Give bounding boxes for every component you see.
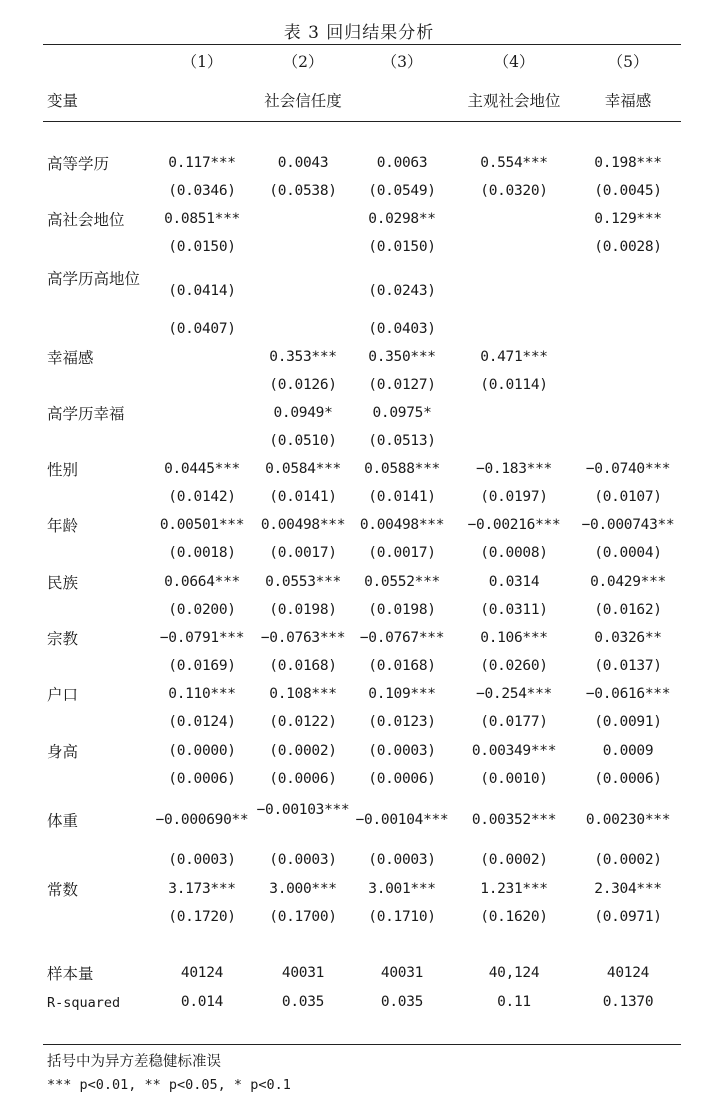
coef-cell: 0.129*** [594, 211, 662, 227]
se-cell: (0.0008) [480, 545, 548, 561]
coef-cell: 0.0553*** [265, 574, 341, 590]
rule-bottom [43, 1044, 681, 1045]
stat-cell: 40124 [180, 965, 224, 981]
se-cell: (0.1620) [480, 909, 548, 925]
coef-cell: (0.0003) [368, 743, 436, 759]
coef-cell: −0.000690** [155, 812, 249, 828]
col-number-4: （4） [493, 53, 535, 71]
coef-cell: 0.0949* [273, 405, 333, 421]
se-cell: (0.0513) [368, 433, 436, 449]
coef-cell: 0.00498*** [260, 517, 346, 533]
se-cell: (0.0162) [594, 602, 662, 618]
col-number-5: （5） [607, 53, 649, 71]
coef-cell: 3.001*** [368, 881, 436, 897]
stat-cell: 40124 [606, 965, 650, 981]
coef-cell: 0.353*** [269, 349, 337, 365]
se-cell: (0.0177) [480, 714, 548, 730]
se-cell: (0.0004) [594, 545, 662, 561]
coef-cell: 1.231*** [480, 881, 548, 897]
coef-cell: 0.109*** [368, 686, 436, 702]
se-cell: (0.0141) [368, 489, 436, 505]
se-cell: (0.0018) [168, 545, 236, 561]
coef-cell: 0.0326** [594, 630, 662, 646]
coef-cell: 0.0009 [602, 743, 654, 759]
note-significance: *** p<0.01, ** p<0.05, * p<0.1 [47, 1077, 291, 1093]
se-cell: (0.0010) [480, 771, 548, 787]
coef-cell: (0.0002) [269, 743, 337, 759]
note-robust-se: 括号中为异方差稳健标准误 [47, 1054, 221, 1070]
coef-cell: 0.0664*** [164, 574, 240, 590]
se-cell: (0.0002) [480, 852, 548, 868]
row-label: 高社会地位 [47, 211, 125, 229]
coef-cell: 0.108*** [269, 686, 337, 702]
row-label: 常数 [47, 881, 79, 899]
se-cell: (0.0003) [168, 852, 236, 868]
row-label: 性别 [47, 461, 79, 479]
coef-cell: −0.0616*** [585, 686, 671, 702]
coef-cell: −0.00103*** [256, 802, 350, 818]
se-cell: (0.0407) [168, 321, 236, 337]
coef-cell: 0.0314 [488, 574, 540, 590]
se-cell: (0.0510) [269, 433, 337, 449]
se-cell: (0.0017) [368, 545, 436, 561]
coef-cell: 0.00349*** [471, 743, 557, 759]
row-label: 身高 [47, 743, 79, 761]
coef-cell: −0.00104*** [355, 812, 449, 828]
coef-cell: (0.0414) [168, 283, 236, 299]
header-social-trust: 社会信任度 [264, 92, 342, 110]
se-cell: (0.0197) [480, 489, 548, 505]
coef-cell: −0.0767*** [359, 630, 445, 646]
stat-label: R-squared [47, 995, 121, 1011]
se-cell: (0.0107) [594, 489, 662, 505]
coef-cell: 0.0445*** [164, 461, 240, 477]
coef-cell: 0.0063 [376, 155, 428, 171]
stat-cell: 0.035 [380, 994, 424, 1010]
coef-cell: −0.254*** [476, 686, 552, 702]
coef-cell: −0.00216*** [467, 517, 561, 533]
se-cell: (0.0091) [594, 714, 662, 730]
se-cell: (0.0114) [480, 377, 548, 393]
coef-cell: 0.110*** [168, 686, 236, 702]
coef-cell: −0.000743** [581, 517, 675, 533]
se-cell: (0.0137) [594, 658, 662, 674]
coef-cell: 0.106*** [480, 630, 548, 646]
coef-cell: 0.00498*** [359, 517, 445, 533]
se-cell: (0.1710) [368, 909, 436, 925]
coef-cell: (0.0243) [368, 283, 436, 299]
col-number-3: （3） [381, 53, 423, 71]
se-cell: (0.0002) [594, 852, 662, 868]
stat-cell: 0.1370 [602, 994, 654, 1010]
se-cell: (0.0003) [269, 852, 337, 868]
se-cell: (0.0346) [168, 183, 236, 199]
stat-cell: 40031 [380, 965, 424, 981]
row-label: 户口 [47, 686, 79, 704]
coef-cell: 0.117*** [168, 155, 236, 171]
se-cell: (0.0169) [168, 658, 236, 674]
se-cell: (0.0198) [269, 602, 337, 618]
stat-cell: 0.035 [281, 994, 325, 1010]
se-cell: (0.0124) [168, 714, 236, 730]
col-number-2: （2） [282, 53, 324, 71]
coef-cell: 0.0975* [372, 405, 432, 421]
se-cell: (0.0028) [594, 239, 662, 255]
coef-cell: 0.0429*** [590, 574, 666, 590]
coef-cell: 0.471*** [480, 349, 548, 365]
row-label: 体重 [47, 812, 79, 830]
se-cell: (0.0123) [368, 714, 436, 730]
rule-top [43, 44, 681, 45]
se-cell: (0.0260) [480, 658, 548, 674]
se-cell: (0.0198) [368, 602, 436, 618]
row-label: 高等学历 [47, 155, 110, 173]
row-label: 幸福感 [47, 349, 94, 367]
coef-cell: 0.00501*** [159, 517, 245, 533]
se-cell: (0.0320) [480, 183, 548, 199]
se-cell: (0.0045) [594, 183, 662, 199]
coef-cell: 0.0588*** [364, 461, 440, 477]
se-cell: (0.0006) [594, 771, 662, 787]
header-variable: 变量 [47, 92, 79, 110]
se-cell: (0.0403) [368, 321, 436, 337]
row-label: 年龄 [47, 517, 79, 535]
se-cell: (0.1720) [168, 909, 236, 925]
se-cell: (0.0017) [269, 545, 337, 561]
stat-cell: 0.11 [497, 994, 531, 1010]
coef-cell: −0.183*** [476, 461, 552, 477]
coef-cell: 0.0298** [368, 211, 436, 227]
stat-cell: 40031 [281, 965, 325, 981]
se-cell: (0.0006) [269, 771, 337, 787]
coef-cell: (0.0000) [168, 743, 236, 759]
se-cell: (0.0003) [368, 852, 436, 868]
coef-cell: 0.00352*** [471, 812, 557, 828]
coef-cell: 0.198*** [594, 155, 662, 171]
page-title: 表 3 回归结果分析 [283, 23, 435, 43]
header-happiness: 幸福感 [604, 92, 652, 110]
stat-cell: 40,124 [488, 965, 540, 981]
stat-cell: 0.014 [180, 994, 224, 1010]
coef-cell: 0.0851*** [164, 211, 240, 227]
header-subjective-status: 主观社会地位 [467, 92, 561, 110]
se-cell: (0.0311) [480, 602, 548, 618]
coef-cell: 0.350*** [368, 349, 436, 365]
se-cell: (0.0971) [594, 909, 662, 925]
se-cell: (0.0168) [368, 658, 436, 674]
coef-cell: −0.0740*** [585, 461, 671, 477]
coef-cell: 3.173*** [168, 881, 236, 897]
coef-cell: 0.0552*** [364, 574, 440, 590]
se-cell: (0.0142) [168, 489, 236, 505]
row-label: 宗教 [47, 630, 79, 648]
coef-cell: 0.0584*** [265, 461, 341, 477]
stat-label: 样本量 [47, 965, 94, 983]
coef-cell: 2.304*** [594, 881, 662, 897]
coef-cell: 0.00230*** [585, 812, 671, 828]
se-cell: (0.0126) [269, 377, 337, 393]
se-cell: (0.0150) [368, 239, 436, 255]
coef-cell: −0.0791*** [159, 630, 245, 646]
col-number-1: （1） [181, 53, 223, 71]
se-cell: (0.1700) [269, 909, 337, 925]
se-cell: (0.0141) [269, 489, 337, 505]
coef-cell: 3.000*** [269, 881, 337, 897]
coef-cell: 0.0043 [277, 155, 329, 171]
se-cell: (0.0200) [168, 602, 236, 618]
se-cell: (0.0538) [269, 183, 337, 199]
rule-header [43, 121, 681, 122]
coef-cell: 0.554*** [480, 155, 548, 171]
row-label: 高学历幸福 [47, 405, 125, 423]
row-label: 高学历高地位 [47, 270, 141, 288]
se-cell: (0.0006) [168, 771, 236, 787]
se-cell: (0.0549) [368, 183, 436, 199]
row-label: 民族 [47, 574, 79, 592]
se-cell: (0.0122) [269, 714, 337, 730]
se-cell: (0.0150) [168, 239, 236, 255]
se-cell: (0.0006) [368, 771, 436, 787]
se-cell: (0.0168) [269, 658, 337, 674]
coef-cell: −0.0763*** [260, 630, 346, 646]
se-cell: (0.0127) [368, 377, 436, 393]
